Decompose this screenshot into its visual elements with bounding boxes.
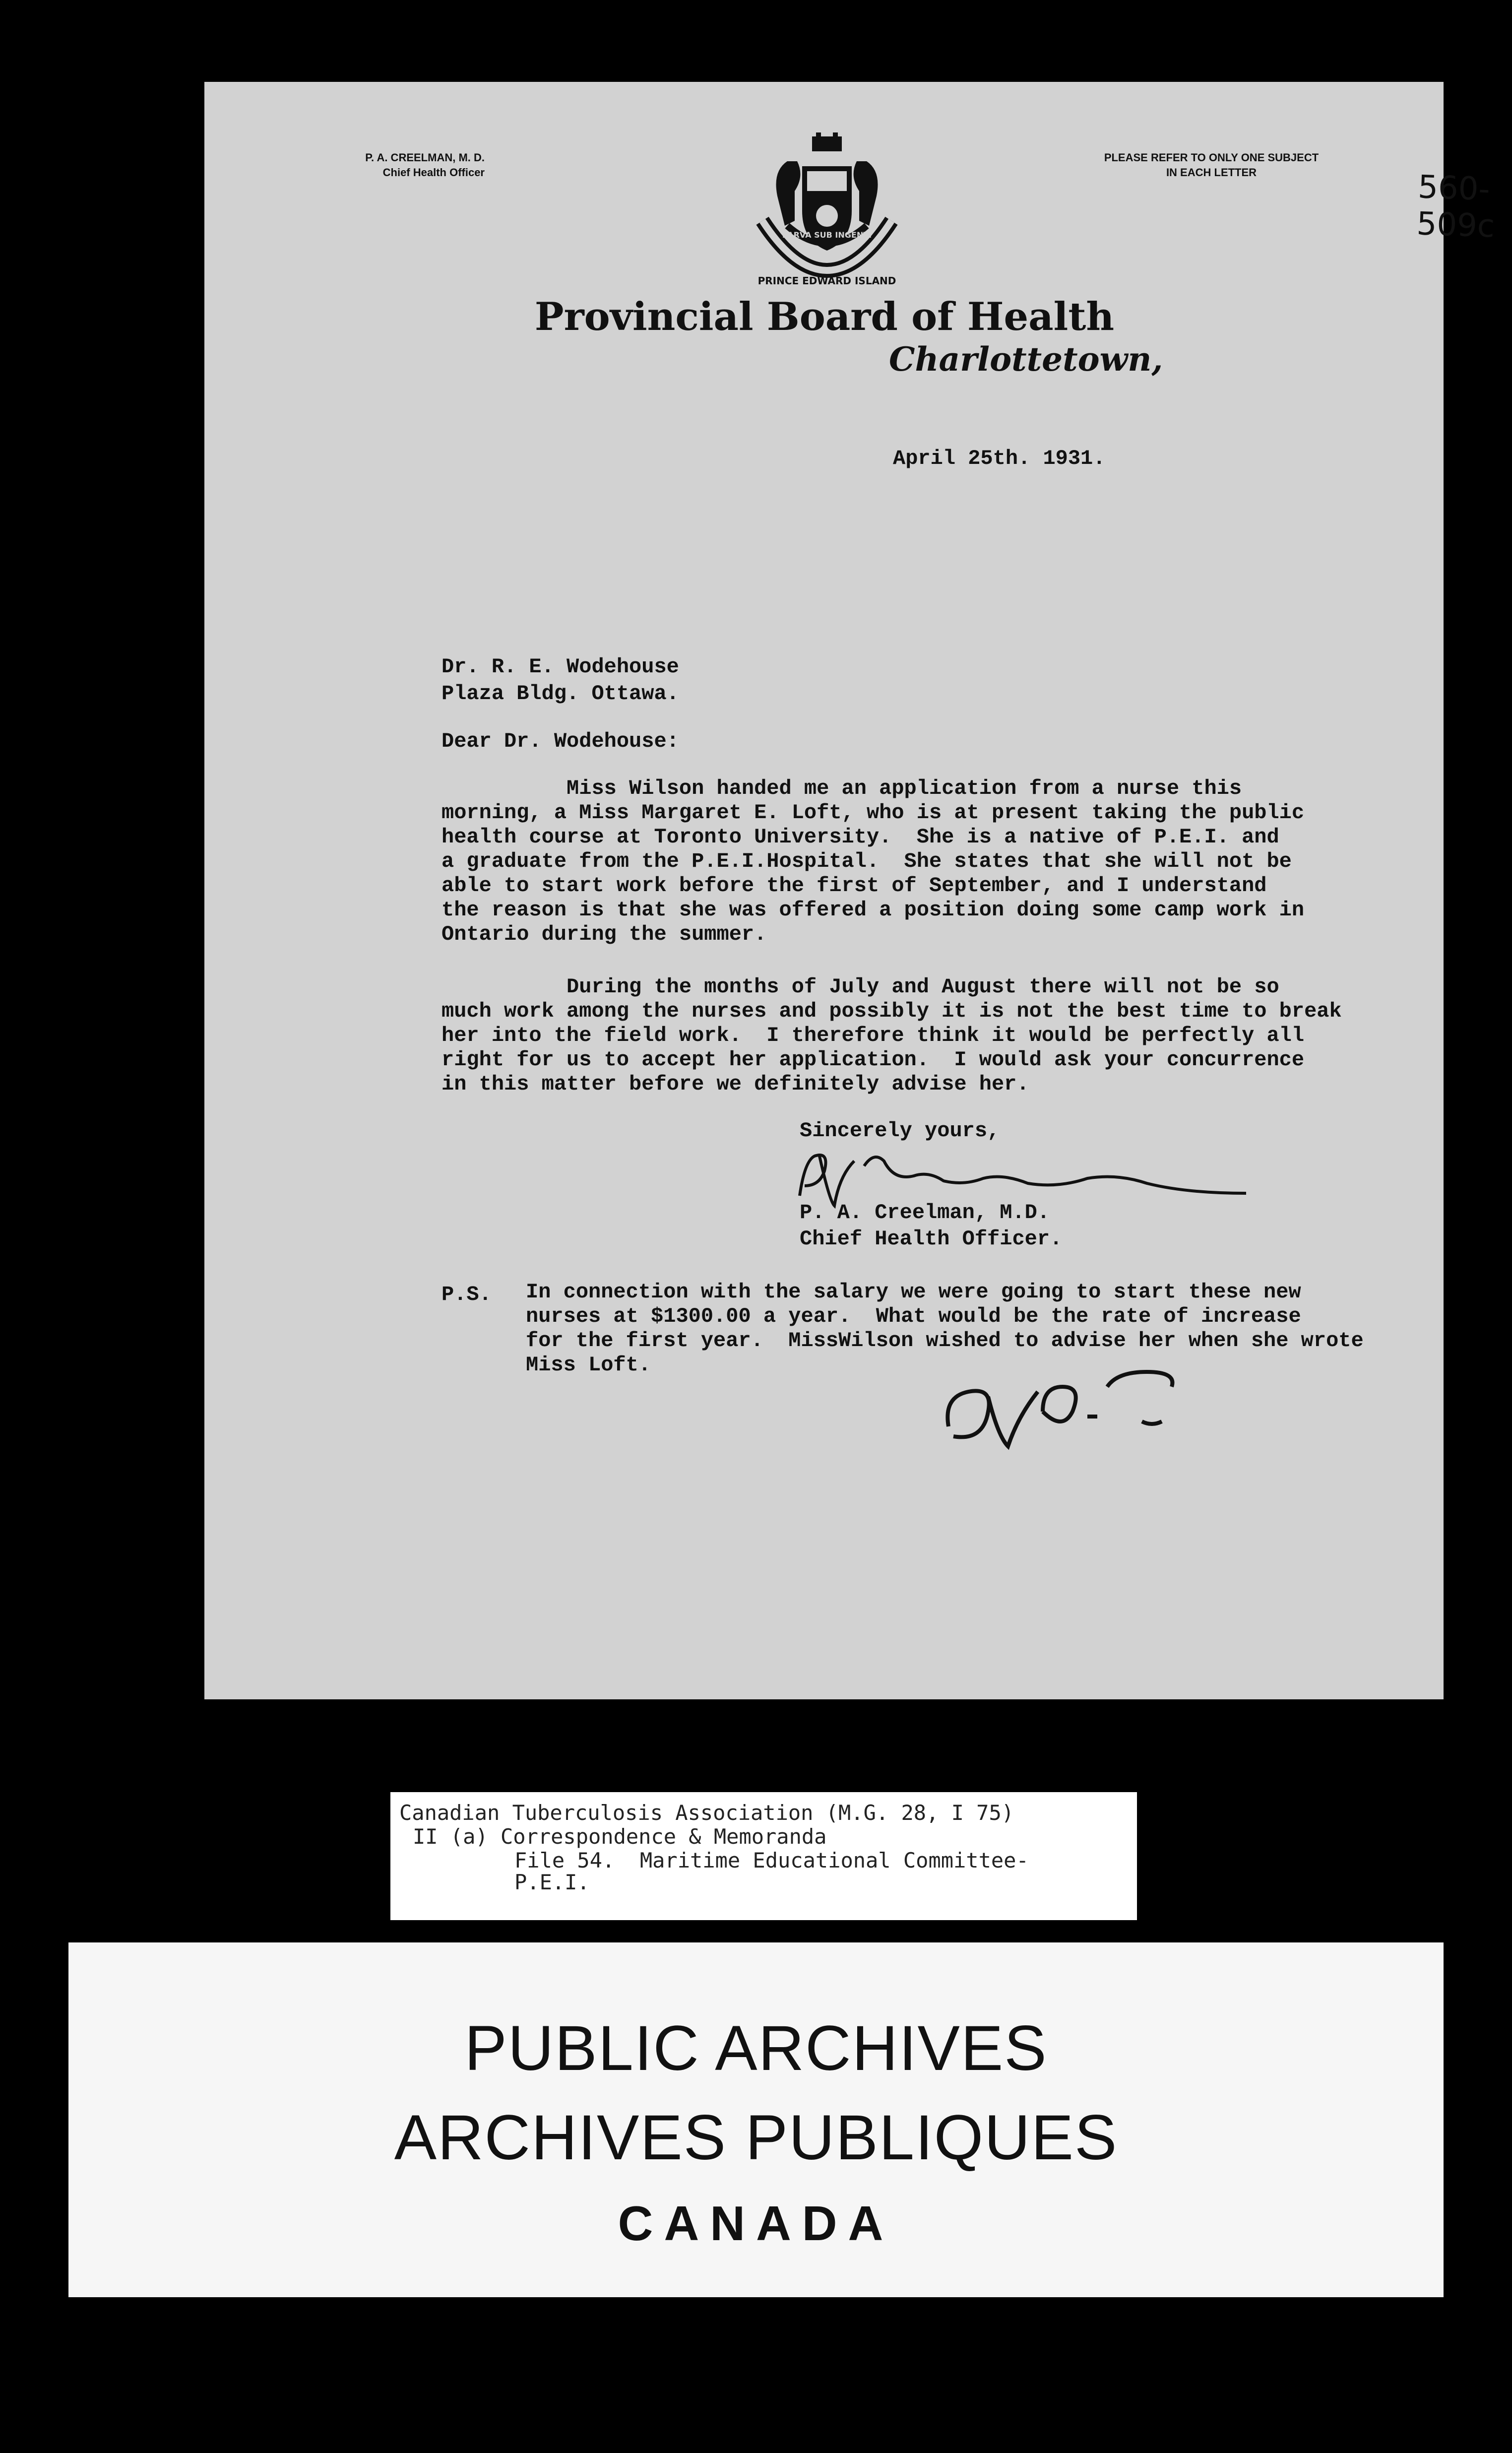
ps-label: P.S.: [441, 1283, 492, 1306]
paragraph-line: During the months of July and August there will not be so: [441, 975, 1279, 999]
crest-ribbon: PRINCE EDWARD ISLAND: [757, 275, 896, 287]
catalog-line-1: Canadian Tuberculosis Association (M.G. 28, I 75): [399, 1801, 1014, 1825]
paragraph-line: in this matter before we definitely advise her.: [441, 1072, 1029, 1096]
postscript-line: In connection with the salary we were going to start these new: [526, 1280, 1301, 1304]
paragraph-line: the reason is that she was offered a position doing some camp work in: [441, 898, 1305, 922]
paragraph-line: a graduate from the P.E.I.Hospital. She states that she will not be: [441, 849, 1292, 873]
catalog-line-2: II (a) Correspondence & Memoranda: [413, 1824, 827, 1849]
paragraph-line: her into the field work. I therefore think it would be perfectly all: [441, 1024, 1305, 1047]
paragraph-2: [441, 975, 1342, 1097]
sender-name: P. A. CREELMAN, M. D.: [365, 151, 485, 164]
letterhead-notice: [1072, 150, 1350, 180]
paragraph-line: right for us to accept her application. I would ask your concurrence: [441, 1048, 1305, 1072]
letter-page: [204, 82, 1496, 1699]
archives-title-fr: ARCHIVES PUBLIQUES: [394, 2102, 1118, 2173]
postscript-line: nurses at $1300.00 a year. What would be the rate of increase: [526, 1304, 1301, 1328]
addressee-address: Plaza Bldg. Ottawa.: [441, 682, 679, 706]
archives-banner: [68, 1942, 1444, 2297]
postscript-line: for the first year. MissWilson wished to advise her when she wrote: [526, 1329, 1364, 1353]
signer-title: Chief Health Officer.: [800, 1227, 1063, 1251]
letterhead-sender: [261, 150, 485, 180]
sender-title: Chief Health Officer: [382, 166, 485, 179]
paragraph-1: [441, 776, 1304, 947]
notice-line-2: IN EACH LETTER: [1166, 166, 1257, 179]
paragraph-line: much work among the nurses and possibly it is not the best time to break: [441, 999, 1342, 1023]
archives-country: CANADA: [618, 2196, 894, 2251]
coat-of-arms-icon: [728, 131, 926, 320]
letter-date: April 25th. 1931.: [893, 447, 1106, 470]
catalog-line-3: File 54. Maritime Educational Committee-: [514, 1848, 1029, 1872]
salutation: Dear Dr. Wodehouse:: [441, 729, 679, 753]
archives-title-en: PUBLIC ARCHIVES: [464, 2013, 1048, 2084]
paragraph-line: morning, a Miss Margaret E. Loft, who is at present taking the public: [441, 801, 1305, 825]
postscript-line: Miss Loft.: [526, 1353, 651, 1377]
paragraph-line: able to start work before the first of September, and I understand: [441, 874, 1267, 898]
handwritten-file-reference: 560-509c: [1416, 169, 1496, 245]
catalog-label: [390, 1792, 1137, 1920]
catalog-line-4: P.E.I.: [514, 1870, 590, 1894]
crest-motto: PARVA SUB INGENTI: [782, 230, 872, 240]
closing: Sincerely yours,: [800, 1119, 1000, 1143]
paragraph-line: Miss Wilson handed me an application from a nurse this: [441, 776, 1242, 800]
board-title: Provincial Board of Health: [534, 294, 1115, 339]
signer-name: P. A. Creelman, M.D.: [800, 1201, 1050, 1225]
notice-line-1: PLEASE REFER TO ONLY ONE SUBJECT: [1104, 151, 1319, 164]
addressee-name: Dr. R. E. Wodehouse: [441, 655, 679, 679]
paragraph-line: Ontario during the summer.: [441, 922, 767, 946]
paragraph-line: health course at Toronto University. She is a native of P.E.I. and: [441, 825, 1279, 849]
letter-place: Charlottetown,: [889, 340, 1163, 379]
initials-signature-icon: [929, 1352, 1192, 1466]
